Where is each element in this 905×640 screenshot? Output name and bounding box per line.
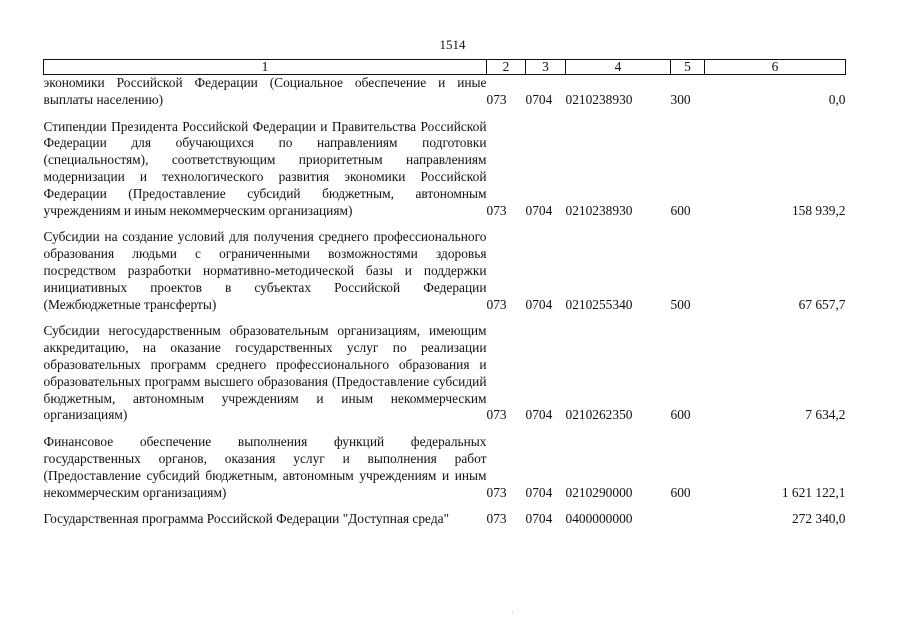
row-section-code: 0704 <box>525 511 553 527</box>
row-spacer <box>44 501 846 511</box>
row-amount: 272 340,0 <box>791 511 846 527</box>
table-row <box>44 229 846 313</box>
row-ministry-code: 073 <box>486 407 507 423</box>
row-spacer <box>44 313 846 323</box>
row-target-article: 0210255340 <box>565 296 633 312</box>
column-header-6: 6 <box>705 60 846 75</box>
row-amount: 0,0 <box>828 91 846 107</box>
row-expense-type <box>671 511 705 528</box>
row-ministry-code: 073 <box>486 484 507 500</box>
row-section-code: 0704 <box>525 484 553 500</box>
column-header-2: 2 <box>487 60 526 75</box>
column-header-1: 1 <box>44 60 487 75</box>
row-description: Государственная программа Российской Федерации "Доступная среда" <box>43 511 450 527</box>
table-row <box>44 323 846 424</box>
column-header-4: 4 <box>566 60 671 75</box>
row-amount: 67 657,7 <box>798 296 846 312</box>
row-amount: 158 939,2 <box>791 202 846 218</box>
row-target-article: 0210262350 <box>565 407 633 423</box>
row-ministry-code: 073 <box>486 202 507 218</box>
row-description: Стипендии Президента Российской Федерации и Правительства Российской Федерации для обучающихся по направлениям подготовки (специальностям), соответствующим приоритетным направлениям модернизации и технологического развития экономики Российской Федерации (Предоставление субсидий бюджетным, автономным учреждениям и иным некоммерческим организациям) <box>43 118 487 218</box>
row-section-code: 0704 <box>525 91 553 107</box>
row-ministry-code: 073 <box>486 91 507 107</box>
row-ministry-code: 073 <box>486 296 507 312</box>
row-target-article: 0210238930 <box>565 202 633 218</box>
row-expense-type: 600 <box>670 407 691 423</box>
row-spacer <box>44 109 846 119</box>
row-description: Финансовое обеспечение выполнения функций федеральных государственных органов, оказания услуг и выполнения работ (Предоставление субсидий бюджетным, автономным учреждениям и иным некоммерческим организациям) <box>43 434 487 500</box>
row-spacer <box>44 219 846 229</box>
column-header-5: 5 <box>671 60 705 75</box>
column-header-3: 3 <box>526 60 566 75</box>
row-amount: 1 621 122,1 <box>781 484 846 500</box>
row-expense-type: 600 <box>670 484 691 500</box>
row-section-code: 0704 <box>525 407 553 423</box>
row-section-code: 0704 <box>525 296 553 312</box>
row-expense-type: 600 <box>670 202 691 218</box>
table-row <box>44 511 846 528</box>
row-expense-type: 300 <box>670 91 691 107</box>
row-ministry-code: 073 <box>486 511 507 527</box>
row-description: Субсидии на создание условий для получения среднего профессионального образования людьми с ограниченными возможностями здоровья посредством разработки нормативно-методической базы и поддержки инициативных проектов в субъектах Российской Федерации (Межбюджетные трансферты) <box>43 229 487 312</box>
row-amount: 7 634,2 <box>805 407 846 423</box>
budget-table <box>43 59 846 528</box>
row-description: Субсидии негосударственным образовательным организациям, имеющим аккредитацию, на оказание государственных услуг по реализации образовательных программ среднего профессионального образования и образовательных программ высшего образования (Предоставление субсидий бюджетным, автономным учреждениям и иным некоммерческим организациям) <box>43 323 487 423</box>
header-row <box>44 60 846 75</box>
page-number: 1514 <box>439 37 466 52</box>
row-target-article: 0210238930 <box>565 91 633 107</box>
row-target-article: 0400000000 <box>565 511 633 527</box>
row-section-code: 0704 <box>525 202 553 218</box>
scan-speck <box>512 612 513 613</box>
row-target-article: 0210290000 <box>565 484 633 500</box>
table-row <box>44 119 846 220</box>
row-spacer <box>44 424 846 434</box>
table-row <box>44 75 846 109</box>
row-description: экономики Российской Федерации (Социальное обеспечение и иные выплаты населению) <box>43 75 487 107</box>
table-row <box>44 434 846 501</box>
row-expense-type: 500 <box>670 296 691 312</box>
